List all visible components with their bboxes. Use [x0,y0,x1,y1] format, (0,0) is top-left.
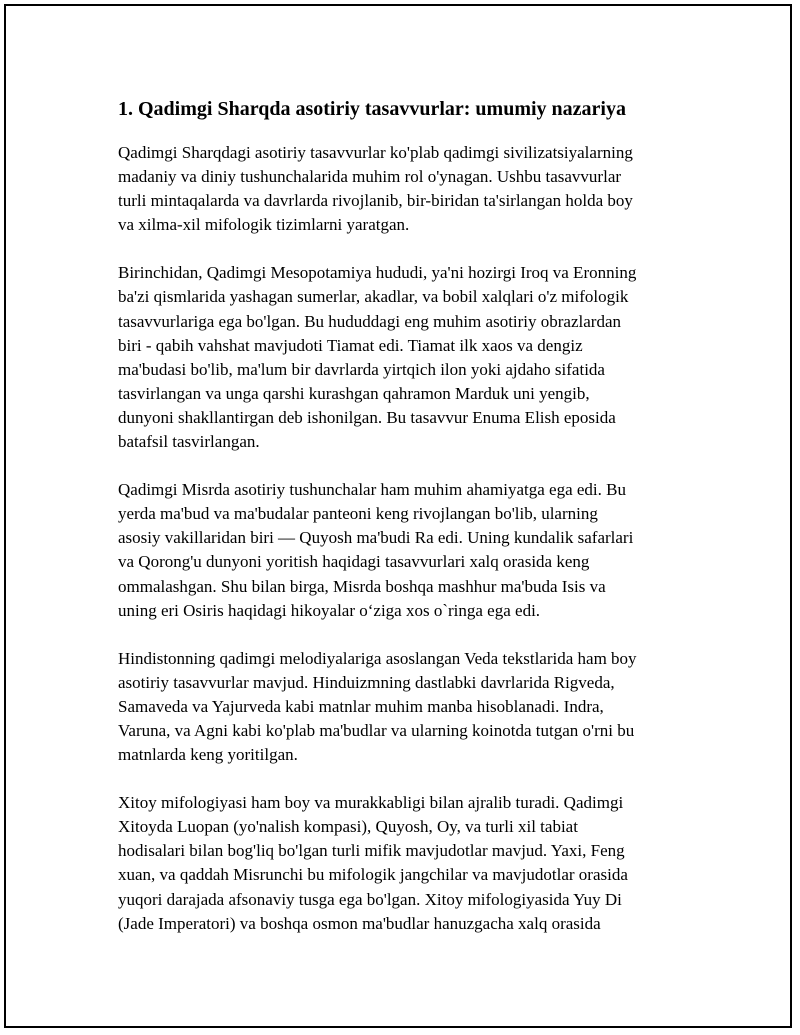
text-line: turli mintaqalarda va davrlarda rivojlanib, bir-biridan ta'sirlangan holda boy [118,191,633,211]
text-line: Qadimgi Sharqdagi asotiriy tasavvurlar ko'plab qadimgi sivilizatsiyalarning [118,143,633,162]
text-line: tasavvurlariga ega bo'lgan. Bu hududdagi eng muhim asotiriy obrazlardan [118,311,622,331]
text-line: va Qorong'u dunyoni yoritish haqidagi tasavvurlari xalq orasida keng [118,552,590,572]
text-line: asosiy vakillaridan biri — Quyosh ma'budi Ra edi. Uning kundalik safarlari [118,528,634,548]
text-line: yuqori darajada afsonaviy tusga ega bo'lgan. Xitoy mifologiyasida Yuy Di [118,889,622,909]
text-line: asotiriy tasavvurlar mavjud. Hinduizmning dastlabki davrlarida Rigveda, [118,672,615,692]
document-body [118,94,688,960]
text-line: va xilma-xil mifologik tizimlarni yaratgan. [118,215,410,235]
text-line: biri - qabih vahshat mavjudoti Tiamat edi. Tiamat ilk xaos va dengiz [118,335,583,355]
text-line: xuan, va qaddah Misrunchi bu mifologik jangchilar va mavjudotlar orasida [118,865,628,885]
text-line: hodisalari bilan bog'liq bo'lgan turli mifik mavjudotlar mavjud. Yaxi, Feng [118,841,625,861]
text-line: uning eri Osiris haqidagi hikoyalar o‘ziga xos o`ringa ega edi. [118,600,541,620]
paragraph-egypt [118,478,688,623]
paragraph-intro [118,141,688,237]
document-page [4,4,792,1028]
text-line: madaniy va diniy tushunchalarida muhim rol o'ynagan. Ushbu tasavvurlar [118,167,622,187]
text-line: ommalashgan. Shu bilan birga, Misrda boshqa mashhur ma'buda Isis va [118,576,606,596]
section-heading: 1. Qadimgi Sharqda asotiriy tasavvurlar: umumiy nazariya [118,98,626,120]
text-line: dunyoni shakllantirgan deb ishonilgan. Bu tasavvur Enuma Elish eposida [118,407,616,427]
text-line: yerda ma'bud va ma'budalar panteoni keng rivojlangan bo'lib, ularning [118,504,598,524]
text-line: Samaveda va Yajurveda kabi matnlar muhim manba hisoblanadi. Indra, [118,696,604,716]
text-line: Hindistonning qadimgi melodiyalariga asoslangan Veda tekstlarida ham boy [118,648,637,668]
text-line: ba'zi qismlarida yashagan sumerlar, akadlar, va bobil xalqlari o'z mifologik [118,287,629,307]
text-line: Xitoy mifologiyasi ham boy va murakkabligi bilan ajralib turadi. Qadimgi [118,793,624,813]
paragraph-india [118,647,688,767]
text-line: ma'budasi bo'lib, ma'lum bir davrlarda yirtqich ilon yoki ajdaho sifatida [118,359,605,379]
text-line: matnlarda keng yoritilgan. [118,745,298,765]
text-line: tasvirlangan va unga qarshi kurashgan qahramon Marduk uni yengib, [118,383,590,403]
text-line: Varuna, va Agni kabi ko'plab ma'budlar va ularning koinotda tutgan o'rni bu [118,720,635,740]
text-line: Birinchidan, Qadimgi Mesopotamiya hududi, ya'ni hozirgi Iroq va Eronning [118,263,637,283]
text-line: Xitoyda Luopan (yo'nalish kompasi), Quyosh, Oy, va turli xil tabiat [118,817,578,837]
text-line: batafsil tasvirlangan. [118,432,260,452]
paragraph-china [118,791,688,936]
text-line: (Jade Imperatori) va boshqa osmon ma'budlar hanuzgacha xalq orasida [118,913,601,933]
paragraph-mesopotamia [118,261,688,454]
text-line: Qadimgi Misrda asotiriy tushunchalar ham muhim ahamiyatga ega edi. Bu [118,480,626,500]
